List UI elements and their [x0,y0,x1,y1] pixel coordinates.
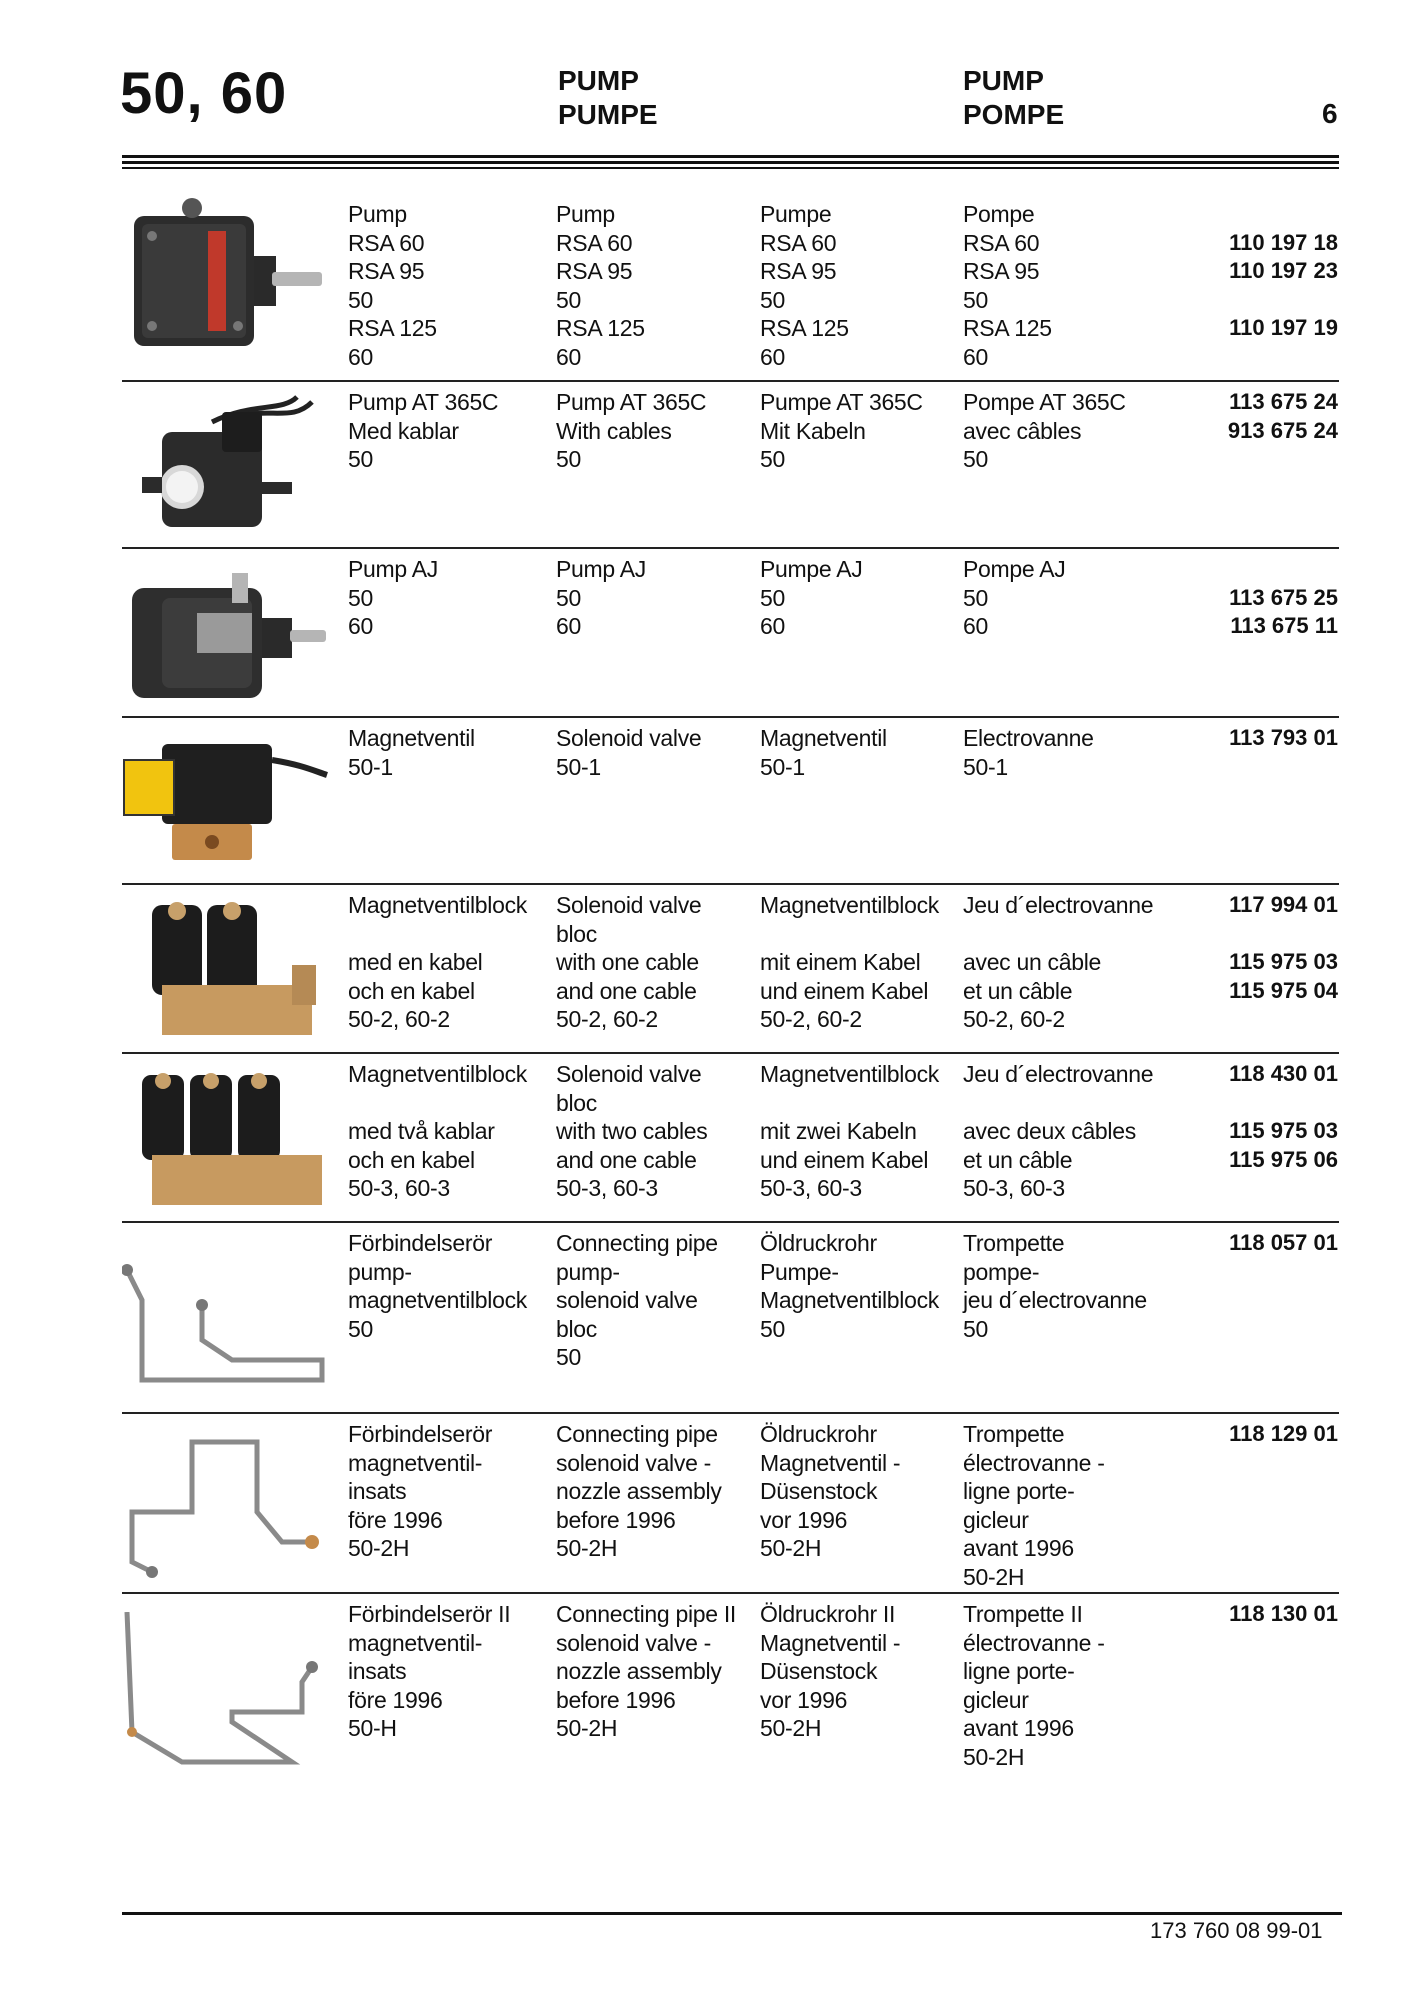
desc-line: före 1996 [348,1506,443,1533]
desc-line: Düsenstock [760,1478,878,1504]
part-number: 118 129 01 [1229,1421,1338,1446]
desc-line: Pump AJ [556,556,646,582]
desc-line: 50 [760,584,785,611]
desc-line: Jeu d´electrovanne [963,892,1154,918]
desc-line: Magnetventilblock [760,1287,940,1313]
desc-line: Solenoid valve [556,1061,702,1087]
row-6-desc-fr [963,1060,1153,1203]
desc-line: Pompe [963,201,1035,227]
row-7-desc-en [556,1229,718,1372]
desc-line: 60 [963,343,988,370]
part-number: 113 675 25 [1229,584,1338,610]
desc-line: Med kablar [348,417,459,444]
desc-line: avec deux câbles [963,1118,1136,1144]
desc-line: 60 [760,343,785,370]
desc-line: Öldruckrohr [760,1230,877,1256]
part-number: 115 975 06 [1229,1146,1338,1172]
row-separator [122,1052,1339,1054]
desc-line: Förbindelserör II [348,1601,511,1627]
desc-line: with one cable [556,949,699,975]
row-separator [122,547,1339,549]
nozzle-pipe-ii-icon [122,1612,332,1782]
desc-line: Connecting pipe [556,1421,718,1447]
row-7-desc-sv [348,1229,527,1343]
row-separator [122,1592,1339,1594]
row-5-desc-de [760,891,939,1034]
desc-line: med två kablar [348,1118,495,1144]
desc-line: vor 1996 [760,1686,848,1713]
desc-line: 50 [963,584,988,611]
title-en: PUMP [558,65,639,96]
desc-line: gicleur [963,1686,1029,1713]
desc-line: 50-2, 60-2 [963,1006,1065,1032]
row-8-desc-sv [348,1420,492,1563]
row-separator [122,1221,1339,1223]
desc-line: 50 [760,446,785,472]
desc-line: before 1996 [556,1506,676,1533]
desc-line: magnetventilblock [348,1287,528,1313]
desc-line: magnetventil- [348,1449,483,1476]
desc-line: Magnetventilblock [760,892,940,918]
desc-line: 50 [348,1315,373,1342]
desc-line: Electrovanne [963,725,1094,751]
desc-line: 50 [348,584,373,611]
row-9-desc-en [556,1600,736,1743]
desc-line: RSA 60 [556,229,633,256]
desc-line: 50-1 [556,753,601,780]
desc-line: Pumpe AJ [760,556,863,582]
part-number: 110 197 18 [1229,229,1338,255]
part-number: 115 975 03 [1229,1118,1338,1143]
desc-line: Pumpe- [760,1258,839,1285]
row-5-desc-sv [348,891,527,1034]
pump-icon [122,196,332,366]
desc-line: 50-2, 60-2 [760,1006,862,1032]
footer-rule [122,1912,1342,1915]
part-number: 110 197 19 [1229,315,1338,340]
desc-line [348,1089,527,1118]
desc-line: RSA 125 [963,315,1052,341]
desc-line: ligne porte- [963,1478,1075,1504]
desc-line: Pumpe [760,201,832,227]
desc-line: RSA 95 [760,258,837,284]
row-7-desc-de [760,1229,939,1343]
desc-line: électrovanne - [963,1449,1105,1476]
desc-line: och en kabel [348,977,475,1004]
desc-line: bloc [556,1089,597,1116]
part-number [1160,920,1338,949]
desc-line: 50-2H [963,1743,1025,1770]
part-number: 118 130 01 [1229,1601,1338,1626]
desc-line: and one cable [556,977,697,1004]
desc-line: 50-3, 60-3 [556,1175,658,1201]
desc-line: and one cable [556,1146,697,1173]
desc-line: 60 [348,343,373,370]
desc-line: 50-2H [556,1715,618,1741]
desc-line: Düsenstock [760,1658,878,1684]
part-number [1160,286,1338,315]
desc-line: 50-2H [963,1563,1025,1590]
desc-line: 50-2H [556,1535,618,1561]
header-title-en-fr [963,64,1064,132]
desc-line: före 1996 [348,1686,443,1713]
desc-line: nozzle assembly [556,1658,722,1684]
header-rule-2 [122,161,1339,164]
row-4-desc-fr [963,724,1094,781]
desc-line: RSA 95 [556,258,633,284]
desc-line: och en kabel [348,1146,475,1173]
desc-line: Magnetventil - [760,1449,901,1476]
row-1-desc-en [556,200,645,371]
desc-line: 50-2, 60-2 [348,1006,450,1032]
row-6-desc-sv [348,1060,527,1203]
desc-line: Öldruckrohr II [760,1601,896,1627]
row-9-part-numbers [1160,1600,1338,1629]
section-number: 50, 60 [120,61,288,126]
row-4-desc-en [556,724,701,781]
desc-line: RSA 60 [760,229,837,256]
row-7-part-numbers [1160,1229,1338,1258]
double-solenoid-block-icon [122,895,332,1045]
desc-line: insats [348,1478,407,1504]
desc-line: 50 [760,286,785,313]
desc-line: Pump AJ [348,556,438,582]
desc-line: Mit Kabeln [760,417,866,444]
desc-line: solenoid valve - [556,1449,712,1476]
row-3-desc-de [760,555,862,641]
solenoid-valve-icon [122,730,332,870]
desc-line: bloc [556,1315,597,1342]
row-6-part-numbers [1160,1060,1338,1174]
part-number [1160,555,1338,584]
desc-line: mit zwei Kabeln [760,1118,917,1144]
row-1-desc-sv [348,200,437,371]
row-3-desc-fr [963,555,1065,641]
desc-line [963,1089,1153,1118]
desc-line: 50 [556,446,581,472]
desc-line: avec un câble [963,949,1102,975]
desc-line [963,920,1153,949]
row-8-desc-fr [963,1420,1105,1591]
row-5-desc-fr [963,891,1153,1034]
part-number: 115 975 04 [1229,977,1338,1003]
desc-line: pump- [348,1258,412,1285]
row-separator [122,883,1339,885]
desc-line: RSA 95 [348,258,425,284]
desc-line: 50 [963,1315,988,1342]
row-8-desc-de [760,1420,900,1563]
desc-line: 60 [556,613,581,639]
title-en-2: PUMP [963,65,1044,96]
desc-line: pump- [556,1258,620,1285]
desc-line: 50-1 [760,753,805,780]
desc-line: 60 [348,613,373,639]
desc-line: before 1996 [556,1686,676,1713]
row-9-desc-fr [963,1600,1105,1771]
desc-line: ligne porte- [963,1658,1075,1684]
desc-line: med en kabel [348,949,483,975]
row-9-desc-de [760,1600,900,1743]
desc-line: 50-1 [963,753,1008,780]
triple-solenoid-block-icon [122,1065,332,1215]
desc-line: pompe- [963,1258,1040,1285]
part-number: 113 675 24 [1229,389,1338,414]
connecting-pipe-icon [122,1250,332,1400]
part-number [1160,1089,1338,1118]
header-rule-1 [122,155,1339,158]
desc-line: Trompette II [963,1601,1083,1627]
desc-line: gicleur [963,1506,1029,1533]
desc-line: 50 [556,286,581,313]
desc-line: Pumpe AT 365C [760,389,923,415]
desc-line: Trompette [963,1421,1065,1447]
part-number: 113 675 11 [1230,613,1338,638]
desc-line: 50 [556,584,581,611]
desc-line [760,1089,939,1118]
desc-line: 50 [963,446,988,472]
header-title-en-de [558,64,658,132]
desc-line: Magnetventil [348,725,475,751]
desc-line: 50-2, 60-2 [556,1006,658,1032]
nozzle-pipe-icon [122,1432,332,1582]
desc-line: 50-1 [348,753,393,780]
title-fr: POMPE [963,99,1065,130]
title-de: PUMPE [558,99,658,130]
desc-line: 60 [963,613,988,639]
desc-line: Öldruckrohr [760,1421,877,1447]
desc-line: RSA 60 [348,229,425,256]
desc-line: 50-3, 60-3 [760,1175,862,1201]
desc-line: Magnetventil [760,725,887,751]
desc-line: Solenoid valve [556,725,702,751]
desc-line: avant 1996 [963,1715,1074,1741]
desc-line: nozzle assembly [556,1478,722,1504]
desc-line: 50-2H [348,1535,410,1561]
desc-line: Förbindelserör [348,1230,493,1256]
desc-line: 50 [348,446,373,472]
desc-line: Pompe AT 365C [963,389,1126,415]
desc-line: 60 [760,613,785,639]
row-2-part-numbers [1160,388,1338,445]
desc-line: et un câble [963,1146,1073,1173]
desc-line: 60 [556,343,581,370]
part-number: 117 994 01 [1229,892,1338,917]
desc-line: Pump AT 365C [556,389,707,415]
desc-line: Förbindelserör [348,1421,493,1447]
desc-line: Trompette [963,1230,1065,1256]
row-6-desc-de [760,1060,939,1203]
desc-line: bloc [556,920,597,947]
row-1-desc-fr [963,200,1052,371]
desc-line: RSA 95 [963,258,1040,284]
row-3-part-numbers [1160,555,1338,641]
pump-with-cables-icon [122,382,332,542]
part-number: 913 675 24 [1227,417,1338,443]
desc-line: Pompe AJ [963,556,1066,582]
desc-line: Pump [348,201,407,227]
row-3-desc-sv [348,555,438,641]
row-9-desc-sv [348,1600,510,1743]
desc-line: Jeu d´electrovanne [963,1061,1154,1087]
row-separator [122,1412,1339,1414]
desc-line: Connecting pipe [556,1230,718,1256]
desc-line: mit einem Kabel [760,949,921,975]
row-5-part-numbers [1160,891,1338,1005]
desc-line: vor 1996 [760,1506,848,1533]
desc-line: RSA 125 [348,315,437,341]
desc-line: und einem Kabel [760,977,929,1004]
desc-line: 50 [556,1344,581,1370]
desc-line: 50 [760,1315,785,1342]
desc-line: Pump AT 365C [348,389,499,415]
row-5-desc-en [556,891,701,1034]
desc-line: 50-2H [760,1715,822,1741]
part-number: 113 793 01 [1229,725,1338,750]
desc-line: und einem Kabel [760,1146,929,1173]
part-number [1160,343,1338,372]
row-4-desc-de [760,724,887,781]
desc-line: et un câble [963,977,1073,1004]
desc-line: avec câbles [963,417,1082,444]
row-8-part-numbers [1160,1420,1338,1449]
desc-line: 50-3, 60-3 [963,1175,1065,1201]
desc-line: with two cables [556,1118,708,1144]
pump-aj-icon [122,558,332,718]
desc-line: Connecting pipe II [556,1601,737,1627]
row-1-desc-de [760,200,849,371]
row-7-desc-fr [963,1229,1147,1343]
desc-line: With cables [556,417,672,444]
desc-line: Magnetventilblock [348,892,528,918]
desc-line: RSA 125 [556,315,645,341]
desc-line: jeu d´electrovanne [963,1287,1147,1313]
desc-line: RSA 125 [760,315,849,341]
desc-line: 50 [963,286,988,313]
row-4-part-numbers [1160,724,1338,753]
desc-line: Solenoid valve [556,892,702,918]
desc-line: Pump [556,201,615,227]
desc-line: 50-H [348,1715,397,1741]
desc-line: 50 [348,286,373,313]
desc-line [348,920,527,949]
page-number: 6 [1322,98,1338,129]
row-6-desc-en [556,1060,707,1203]
desc-line [760,920,939,949]
desc-line: RSA 60 [963,229,1040,256]
row-2-desc-sv [348,388,498,474]
desc-line: magnetventil- [348,1629,483,1656]
desc-line: Magnetventil - [760,1629,901,1656]
part-number: 115 975 03 [1229,949,1338,974]
desc-line: Magnetventilblock [348,1061,528,1087]
part-number [1160,200,1338,229]
row-2-desc-fr [963,388,1126,474]
desc-line: avant 1996 [963,1535,1074,1561]
row-4-desc-sv [348,724,475,781]
row-2-desc-en [556,388,706,474]
row-3-desc-en [556,555,646,641]
part-number: 118 430 01 [1229,1061,1338,1086]
row-1-part-numbers [1160,200,1338,371]
desc-line: 50-3, 60-3 [348,1175,450,1201]
desc-line: 50-2H [760,1535,822,1561]
row-2-desc-de [760,388,923,474]
part-number: 110 197 23 [1229,258,1338,283]
desc-line: solenoid valve - [556,1629,712,1656]
document-code: 173 760 08 99-01 [1150,1918,1323,1943]
part-number: 118 057 01 [1229,1230,1338,1255]
row-8-desc-en [556,1420,722,1563]
desc-line: Magnetventilblock [760,1061,940,1087]
desc-line: solenoid valve [556,1287,698,1313]
desc-line: insats [348,1658,407,1684]
header-rule-3 [122,167,1339,169]
desc-line: électrovanne - [963,1629,1105,1656]
